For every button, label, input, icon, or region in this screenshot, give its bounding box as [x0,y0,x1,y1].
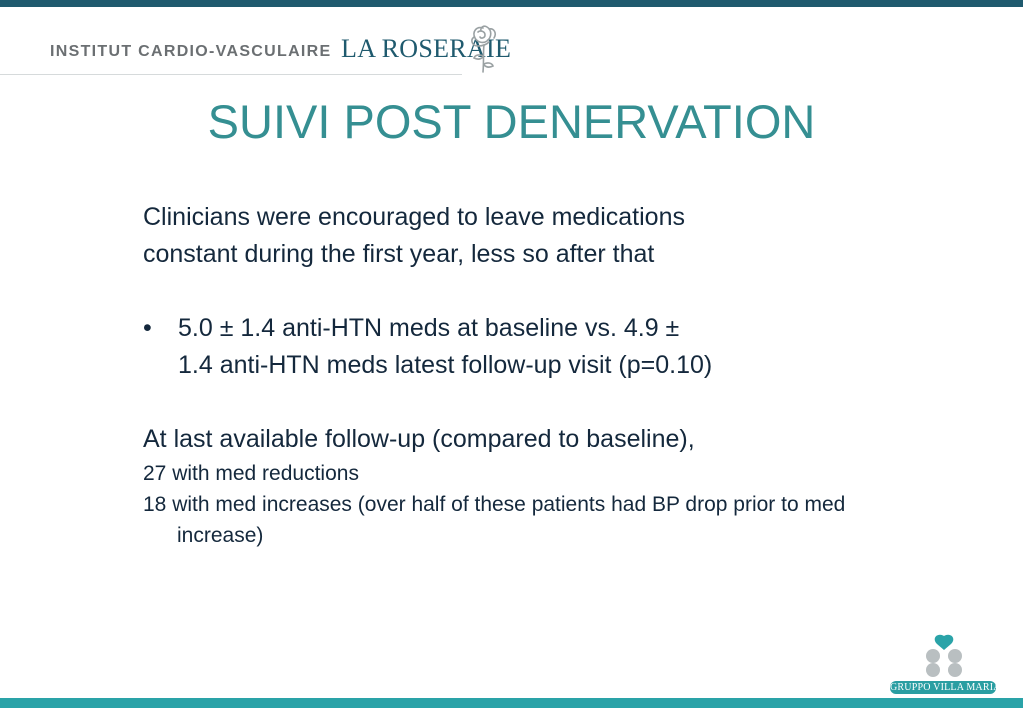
med-reductions: 27 with med reductions [143,462,359,485]
bottom-accent-bar [0,698,1023,708]
slide-content [143,199,903,551]
gruppo-villa-maria-logo-icon [915,632,973,680]
intro-line-1: Clinicians were encouraged to leave medications [143,203,685,231]
brand-rest: A ROSERAIE [357,34,512,63]
intro-line-2: constant during the first year, less so after that [143,240,655,268]
bullet-line-1: 5.0 ± 1.4 anti-HTN meds at baseline vs. 4.9 ± [178,314,680,342]
gruppo-villa-maria-label: GRUPPO VILLA MARIA [890,682,1001,693]
institute-label: INSTITUT CARDIO-VASCULAIRE [50,43,332,60]
top-accent-bar [0,0,1023,7]
bullet-line-2: 1.4 anti-HTN meds latest follow-up visit (p=0.10) [178,351,713,379]
slide-title: SUIVI POST DENERVATION [207,95,816,148]
bullet-icon: • [143,314,152,342]
med-increases: 18 with med increases (over half of these patients had BP drop prior to med increase) [143,493,846,547]
rose-logo-icon [466,20,502,80]
bullet-item [143,310,903,384]
brand-initial: L [341,34,358,63]
header-divider [0,74,462,75]
followup-heading: At last available follow-up (compared to baseline), [143,425,695,453]
